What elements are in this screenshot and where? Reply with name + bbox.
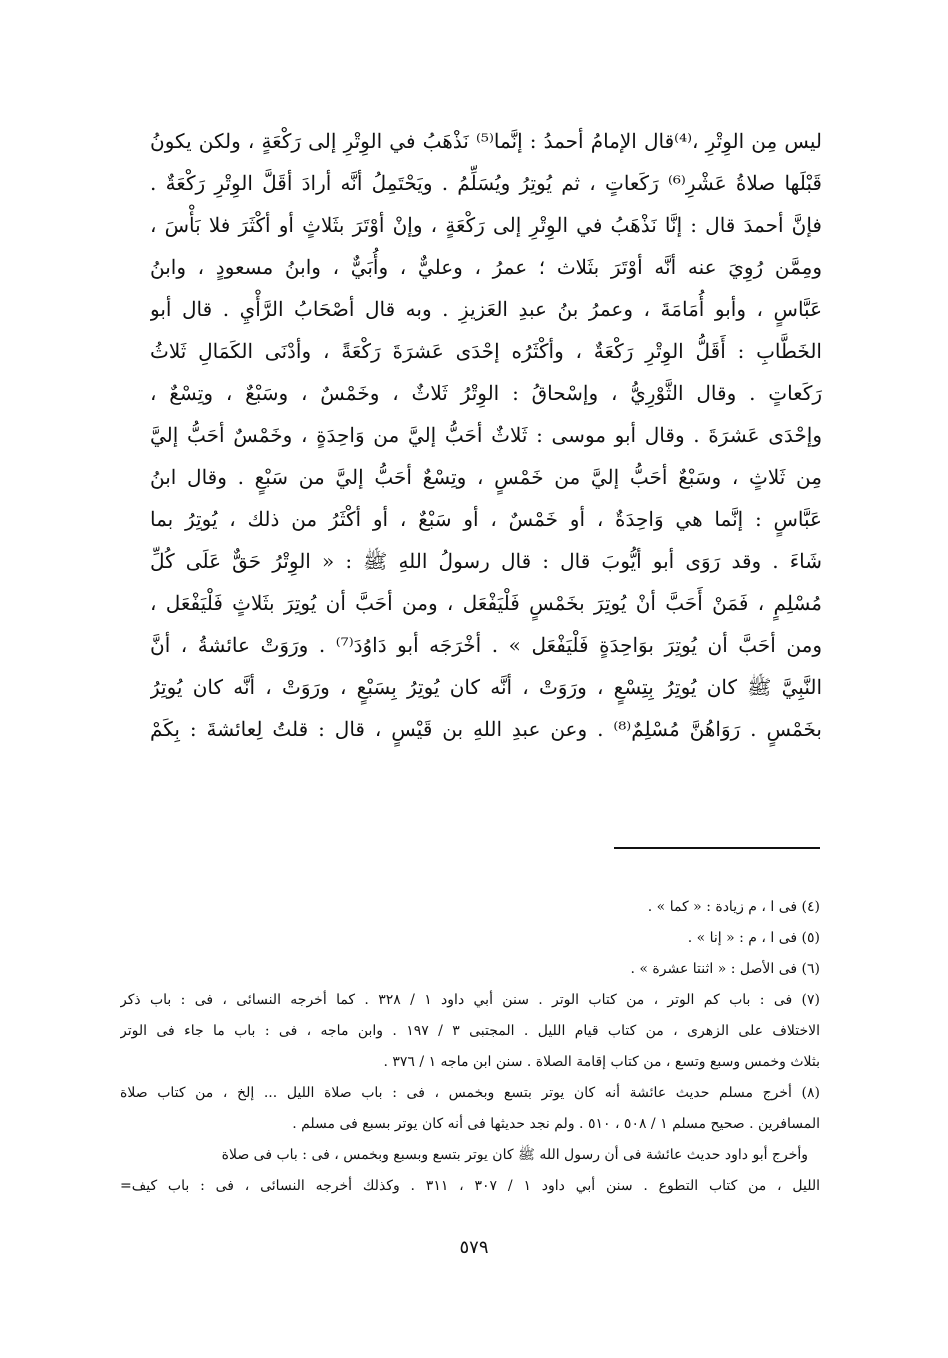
footnote-line: المسافرين . صحيح مسلم ١ / ٥٠٨ ، ٥١٠ . ولم نجد حديثها فى أنه كان يوتر بسبع فى مسلم . [292, 1116, 820, 1132]
footnote-line: الليل ، من كتاب التطوع . سنن أبي داود ١ / ٣٠٧ ، ٣١١ . وكذلك أخرجه النسائى ، فى : باب كيف= [120, 1178, 820, 1194]
main-text-line: وإحْدَى عَشرَةَ . وقال أبو موسى : ثَلاثٌ أحَبُّ إليَّ من وَاحِدَةٍ ، وخَمْسٌ أحَبُّ إليَّ [150, 423, 822, 447]
footnote-line: (٨) أخرج مسلم حديث عائشة أنه كان يوتر بتسع وبخمس ، فى : باب صلاة الليل ... إلخ ، من كتاب صلاة [120, 1085, 820, 1101]
main-text-line: فإنَّ أحمدَ قال : إنَّا نَذْهَبُ في الوِتْرِ إلى رَكْعَةٍ ، وإنْ أوْتَرَ بثَلاثٍ أو أكْثَرَ فلا بَأْسَ ، [150, 213, 822, 237]
main-text-line: النَّبِيَّ ﷺ كان يُوتِرُ بِتِسْعٍ ، ورَوَتْ ، أنَّه كان يُوتِرُ بِسَبْعٍ ، ورَوَتْ ، أنَّه كان يُوتِرُ [150, 675, 822, 699]
footnote-line: وأخرج أبو داود حديث عائشة فى أن رسول الله ﷺ كان يوتر بتسع وبسبع وبخمس ، فى : باب فى صلاة [221, 1147, 808, 1163]
main-text-line: ومِمَّن رُوِيَ عنه أنَّه أوْتَرَ بثَلاث ؛ عمرُ ، وعليٌّ ، وأُبَيٌّ ، وابنُ مسعودٍ ، وابنُ [150, 255, 822, 279]
main-text-block [150, 120, 822, 750]
footnote-separator [614, 847, 820, 849]
footnote-line: (٧) فى : باب كم الوتر ، من كتاب الوتر . سنن أبي داود ١ / ٣٢٨ . كما أخرجه النسائى ، فى : باب ذكر [120, 992, 820, 1008]
main-text-line: الخَطَّابِ : أَقَلُّ الوِتْرِ رَكْعَةٌ ، وأكْثَرُه إحْدَى عَشرَةَ رَكْعَةً ، وأدْنَى الكَمَالِ ثَلاثُ [150, 339, 822, 363]
footnote-line: (٦) فى الأصل : « اثنتا عشرة » . [630, 961, 820, 977]
main-text-line: عَبَّاسٍ ، وأبو أُمَامَةَ ، وعمرُ بنُ عبدِ العَزيزِ . وبه قال أصْحَابُ الرَّأْيِ . قال أبو [150, 297, 822, 321]
footnotes-block [120, 892, 820, 1202]
main-text-line: رَكَعاتٍ . وقال الثَّوْرِيُّ ، وإسْحاقُ : الوِتْرُ ثَلاثٌ ، وخَمْسٌ ، وسَبْعٌ ، وتِسْعٌ ، [150, 381, 822, 405]
main-text-line: قَبْلَها صلاةُ عَشْرِ⁽⁶⁾ رَكَعاتٍ ، ثم يُوتِرُ ويُسَلِّمُ . ويَحْتَمِلُ أنَّه أرادَ أقَلَّ الوِتْرِ رَكْعَةٌ . [150, 171, 822, 195]
main-text-line: بخَمْسٍ . رَوَاهُنَّ مُسْلِمٌ⁽⁸⁾ . وعن عبدِ اللهِ بن قَيْسٍ ، قال : قلتُ لِعائشةَ : بِكَمْ [150, 717, 822, 741]
main-text-line: ومن أحَبَّ أن يُوتِرَ بوَاحِدَةٍ فَلْيَفْعَل » . أخْرَجَه أبو دَاوُدَ⁽⁷⁾ . ورَوَتْ عائشةُ ، أنَّ [150, 633, 822, 657]
footnote-line: الاختلاف على الزهرى ، من كتاب قيام الليل . المجتبى ٣ / ١٩٧ . وابن ماجه ، فى : باب ما جاء فى الوتر [120, 1023, 820, 1039]
main-text-line: شَاءَ . وقد رَوَى أبو أيُّوبَ قال : قال رسولُ اللهِ ﷺ : « الوِتْرُ حَقٌّ عَلَى كُلِّ [150, 549, 822, 573]
main-text-line: مُسْلِمٍ ، فَمَنْ أَحَبَّ أنْ يُوتِرَ بخَمْسٍ فَلْيَفْعَل ، ومن أحَبَّ أن يُوتِرَ بثَلاثٍ فَلْيَفْعَل ، [150, 591, 822, 615]
main-text-line: مِن ثَلاثٍ ، وسَبْعٌ أحَبُّ إليَّ من خَمْسٍ ، وتِسْعٌ أحَبُّ إليَّ من سَبْعٍ . وقال ابنُ [150, 465, 822, 489]
main-text-line: ليس مِن الوِتْرِ ،⁽⁴⁾قال الإمامُ أحمدُ : إنَّما⁽⁵⁾ نَذْهَبُ في الوِتْرِ إلى رَكْعَةٍ ، ولكن يكونُ [150, 129, 822, 153]
footnote-line: (٥) فى ا ، م : « إنا » . [687, 930, 820, 946]
footnote-line: بثلاث وخمس وسبع وتسع ، من كتاب إقامة الصلاة . سنن ابن ماجه ١ / ٣٧٦ . [383, 1054, 820, 1070]
main-text-line: عَبَّاسٍ : إنَّما هي وَاحِدَةٌ ، أو خَمْسٌ ، أو سَبْعٌ ، أو أكْثَرُ من ذلك ، يُوتِرُ بما [150, 507, 822, 531]
page-number: ٥٧٩ [459, 1237, 489, 1258]
footnote-line: (٤) فى ا ، م زيادة : « كما » . [647, 899, 820, 915]
